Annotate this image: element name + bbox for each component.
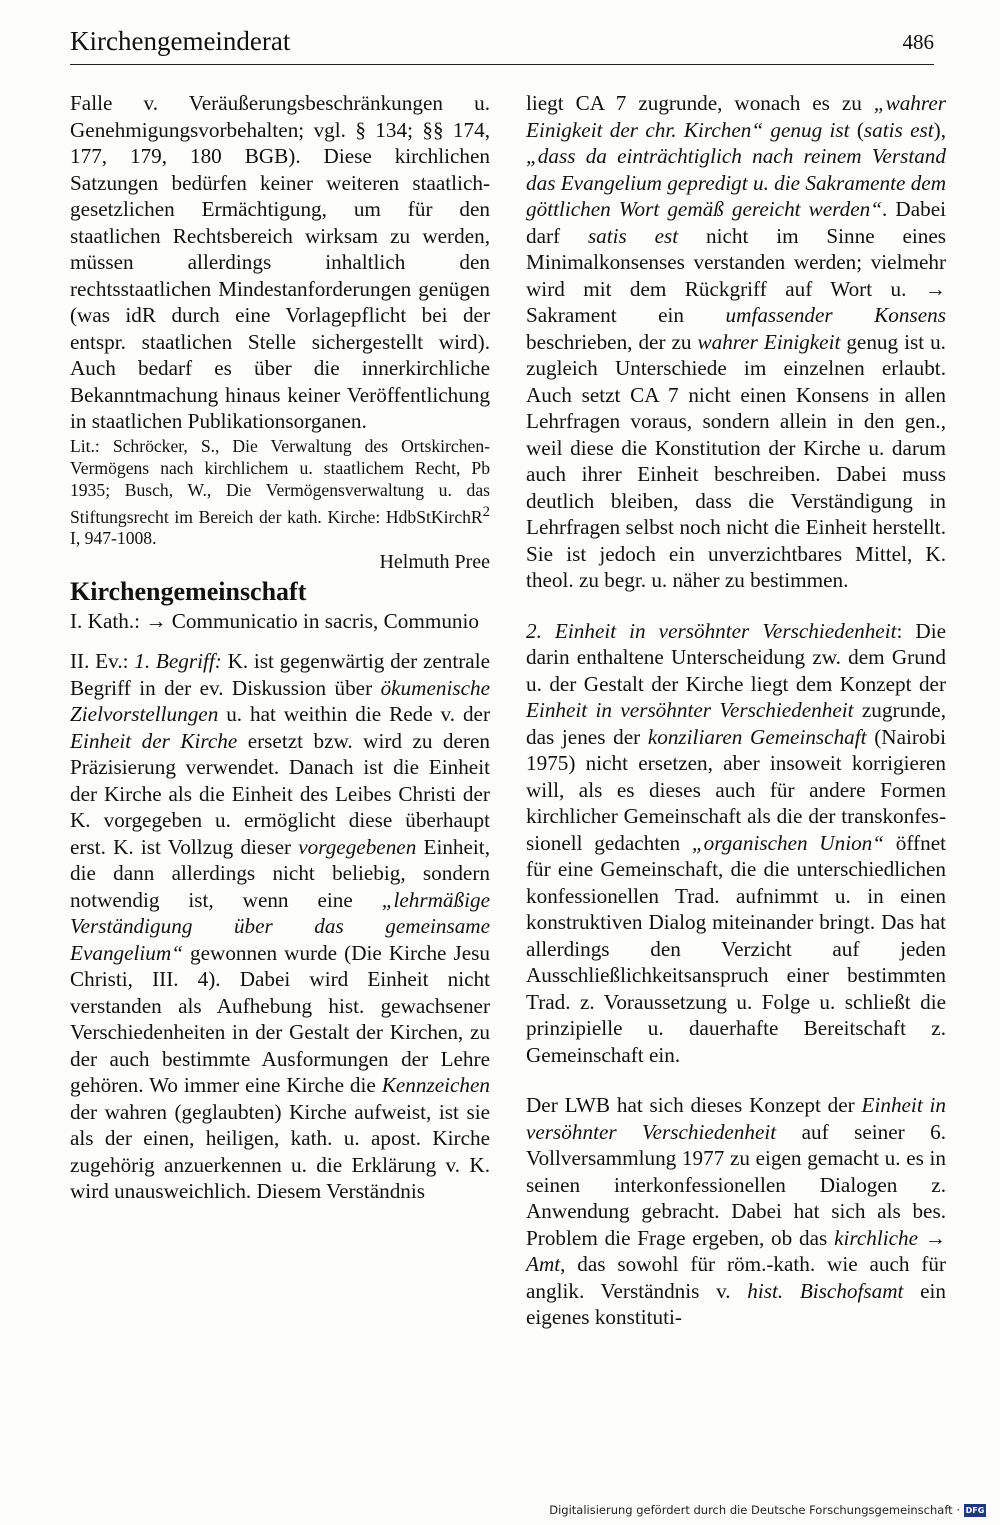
text-span: K. ist gegenwärtig der zentrale Begriff in der ev. Diskussion über	[70, 649, 490, 700]
text-span: ein eigenes konstituti-	[526, 1278, 946, 1329]
paragraph-lwb	[526, 1092, 946, 1331]
italic-span: ökumenische Zielvorstellungen	[70, 675, 490, 727]
literature-note	[70, 435, 490, 550]
text-span: . Dabei darf	[526, 197, 946, 248]
entry-heading: Kirchengemeinschaft	[70, 576, 307, 606]
italic-span: Kennzeichen	[381, 1073, 490, 1098]
italic-span: Einheit in versöhnter Verschiedenheit	[526, 698, 854, 722]
left-column	[70, 90, 490, 1205]
paragraph-conclusion: Falle v. Veräußerungsbeschränkungen u. Genehmigungsvorbehalten; vgl. § 134; §§ 174, 177, 179, 180 BGB). Diese kirchlichen Satzungen bedürfen keiner weiteren staatlich-gesetzlichen Ermächtigung, um für den staatlichen Rechtsbereich wirksam zu werden, müssen allerdings inhaltlich den rechtsstaatlichen Mindestanforderungen genügen (was idR durch eine Vorlagepflicht bei der entspr. staatlichen Stelle sichergestellt wird). Auch bedarf es über die innerkirchliche Bekanntmachung hinaus keiner Veröffentlichung in staatlichen Publikationsorganen.	[70, 91, 490, 433]
text-span: (	[849, 117, 864, 142]
paragraph-kath: I. Kath.: → Communicatio in sacris, Communio	[70, 608, 479, 633]
text-span: , das sowohl für röm.-kath. wie auch für anglik. Verständnis v.	[526, 1252, 946, 1303]
italic-span: „organischen Union“	[691, 830, 885, 855]
text-span: (Nairobi 1975) nicht ersetzen, aber insoweit korrigieren will, als es dieses auch für andere Formen kirchlicher Gemeinschaft als die der transkonfessionell gedachten	[526, 724, 946, 855]
italic-span: satis est	[863, 117, 934, 142]
text-span: : Die darin enthaltene Unterscheidung zw. dem Grund u. der Gestalt der Kirche liegt dem Konzept der	[526, 618, 946, 696]
italic-span: konziliaren Gemeinschaft	[647, 724, 867, 749]
literature-text: Lit.: Schröcker, S., Die Verwaltung des Ortskirchen-Vermögens nach kirchlichem u. staatlichem Recht, Pb 1935; Busch, W., Die Vermögensverwaltung u. das Stiftungsrecht im Bereich der kath. Kirche: HdbStKirchR	[70, 435, 490, 527]
paragraph-ca7	[526, 90, 946, 594]
text-span: der wahren (geglaubten) Kirche aufweist, ist sie als der einen, heiligen, kath. u. apost. Kirche zugehörig anzuerkennen u. die Erklärung v. K. wird unausweichlich. Diesem Verständnis	[70, 1099, 490, 1204]
footer-text: Digitalisierung gefördert durch die Deutsche Forschungsgemeinschaft ·	[549, 1503, 960, 1517]
italic-span: wahrer Einigkeit	[697, 329, 841, 354]
running-title: Kirchengemeinderat	[70, 26, 291, 56]
text-span: auf seiner 6. Vollversammlung 1977 zu eigen gemacht u. es in seinen interkonfessionellen Dialogen z. Anwendung gebracht. Dabei hat sich als bes. Problem die Frage ergeben, ob das	[526, 1119, 946, 1250]
text-span: zugrunde, das jenes der	[526, 698, 946, 749]
italic-span: 2. Einheit in versöhnter Verschiedenheit	[526, 618, 897, 643]
italic-span: kirchliche → Amt	[526, 1225, 946, 1276]
italic-span: 1. Begriff:	[134, 649, 222, 674]
italic-span: Einheit der Kirche	[70, 728, 238, 753]
italic-span: vorgegebenen	[298, 834, 417, 859]
text-span: Einheit, die dann allerdings nicht beliebig, sondern notwendig ist, wenn eine	[70, 834, 490, 912]
text-span: u. hat weithin die Rede v. der	[218, 702, 490, 727]
text-span: beschrieben, der zu	[526, 329, 698, 354]
text-span: nicht im Sinne eines Minimalkonsenses verstanden werden; vielmehr wird mit dem Rückgriff auf Wort u. → Sakrament ein	[526, 223, 947, 327]
text-span: liegt CA 7 zugrunde, wonach es zu	[526, 91, 874, 115]
italic-span: hist. Bischofsamt	[747, 1278, 904, 1303]
paragraph-ev	[70, 648, 490, 1205]
italic-span: satis est	[587, 223, 679, 248]
italic-span: „wahrer Einigkeit der chr. Kirchen“ genug ist	[526, 91, 946, 142]
italic-span: Einheit in versöhnter Verschiedenheit	[526, 1093, 946, 1144]
digitization-footer	[549, 1503, 986, 1517]
dfg-logo-icon: DFG	[965, 1505, 985, 1515]
text-span: genug ist u. zugleich Unterschiede im einzelnen erlaubt. Auch setzt CA 7 nicht einen Konsens in allen Lehrfragen voraus, sondern allein in den gen., weil diese die Konstitution der Kirche u. darum auch ihrer Einheit beschreiben. Dabei muss deutlich bleiben, dass die Verständigung in Lehrfragen selbst noch nicht die Einheit herstellt. Sie ist jedoch ein unverzichtbares Mittel, K. theol. zu begr. u. näher zu bestimmen.	[526, 329, 946, 592]
page-header	[70, 24, 934, 65]
text-span: gewonnen wurde (Die Kirche Jesu Christi, III. 4). Dabei wird Einheit nicht verstanden als Aufhebung hist. gewachsener Verschiedenheiten in der Gestalt der Kirchen, zu der auch bestimmte Ausformungen der Lehre gehören. Wo immer eine Kirche die	[70, 940, 490, 1098]
literature-superscript: 2	[482, 503, 490, 520]
text-span: öffnet für eine Gemeinschaft, die die unterschiedlichen konfessionellen Trad. aufnimmt u. in einen konstruktiven Dialog miteinander bringt. Das hat allerdings den Verzicht auf jeden Ausschließlichkeitsanspruch einer bestimmten Trad. z. Voraussetzung u. Folge u. schließt die prinzipielle u. dauerhafte Bereitschaft z. Gemeinschaft ein.	[526, 830, 946, 1067]
paragraph-einheit	[526, 618, 946, 1069]
page-number: 486	[902, 30, 934, 54]
text-span: Der LWB hat sich dieses Konzept der	[526, 1093, 862, 1117]
author-name: Helmuth Pree	[379, 551, 490, 574]
text-span: ersetzt bzw. wird zu deren Präzisierung verwendet. Danach ist die Einheit der Kirche als die Einheit des Leibes Christi der K. vorgegeben u. ermöglicht diese überhaupt erst. K. ist Vollzug dieser	[70, 728, 490, 859]
right-column	[526, 90, 946, 1331]
italic-span: „dass da einträchtiglich nach reinem Verstand das Evangelium gepredigt u. die Sakramente dem göttlichen Wort gemäß gereicht werden“	[526, 144, 946, 221]
italic-span: „lehrmäßige Verständigung über das gemeinsame Evangelium“	[70, 887, 490, 965]
italic-span: umfassender Konsens	[725, 303, 946, 327]
literature-text-end: I, 947-1008.	[70, 528, 157, 549]
text-span: II. Ev.:	[70, 649, 135, 674]
text-span: ),	[933, 117, 946, 142]
